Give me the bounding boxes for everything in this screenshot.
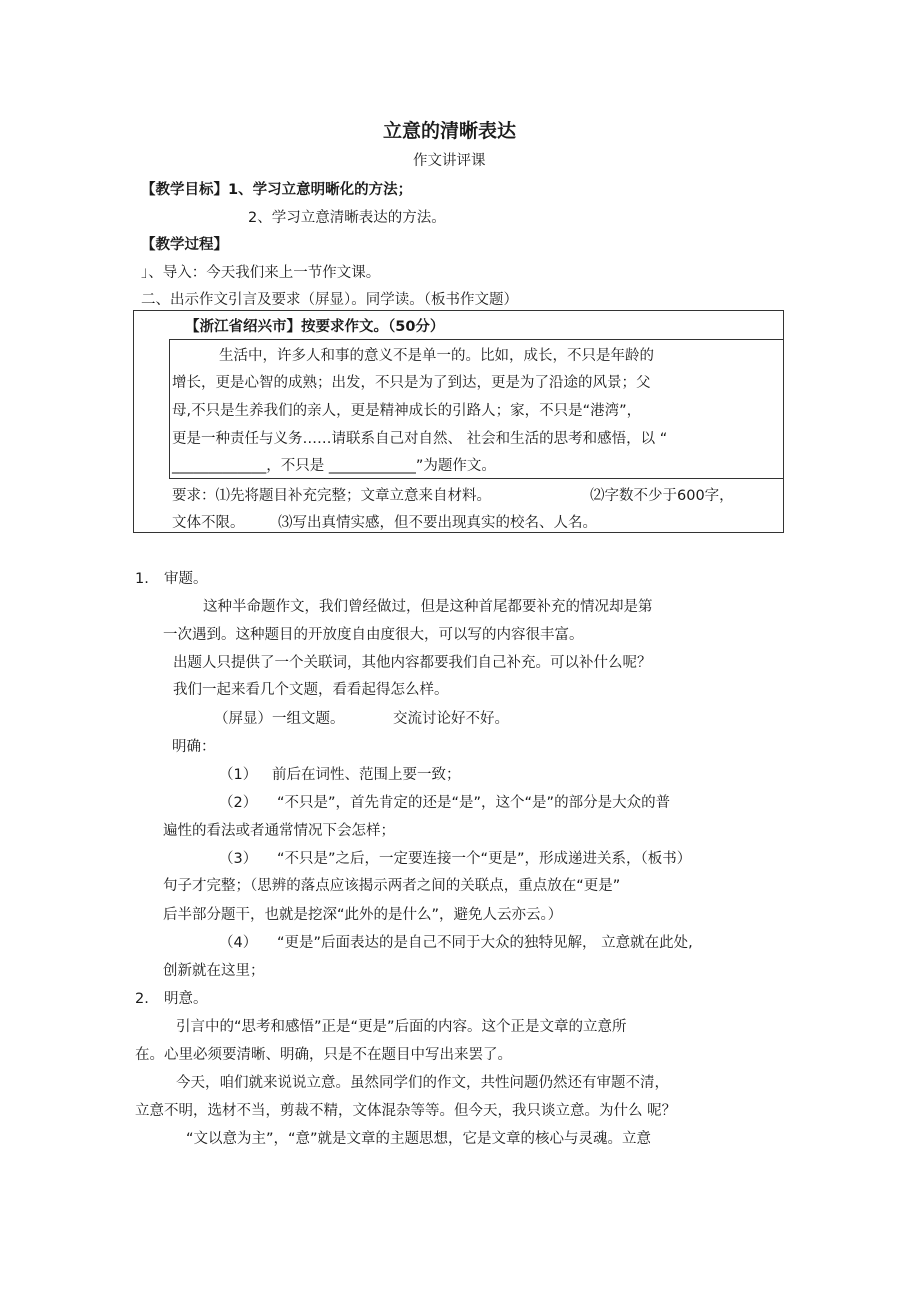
point-1-text: 前后在词性、范围上要一致； <box>272 767 461 783</box>
section-2-para-3: 今天，咱们就来说说立意。虽然同学们的作文，共性问题仍然还有审题不清， <box>176 1075 669 1091</box>
section-1-para-2: 一次遇到。这种题目的开放度自由度很大，可以写的内容很丰富。 <box>163 627 584 643</box>
point-2-text: “不只是”，首先肯定的还是“是”，这个“是”的部分是大众的普 <box>277 795 671 811</box>
requirement-1: 要求：⑴先将题目补充完整；文章立意来自材料。 <box>172 488 491 504</box>
requirement-2: ⑵字数不少于600字， <box>590 488 734 504</box>
prompt-line-4: 更是一种责任与义务……请联系自己对自然、 社会和生活的思考和感悟，以 “ <box>172 431 668 447</box>
clarify-label: 明确： <box>172 739 216 755</box>
prompt-line-3: 母,不只是生养我们的亲人，更是精神成长的引路人；家，不只是“港湾”， <box>172 403 642 419</box>
goals-label: 【教学目标】 <box>141 182 228 198</box>
point-1-number: （1） <box>219 767 258 783</box>
point-2-continued: 遍性的看法或者通常情况下会怎样； <box>163 823 395 839</box>
prompt-line-1: 生活中，许多人和事的意义不是单一的。比如，成长，不只是年龄的 <box>219 348 654 364</box>
point-3-continued-1: 句子才完整；（思辨的落点应该揭示两者之间的关联点，重点放在“更是” <box>163 878 621 894</box>
point-3-number: （3） <box>219 851 258 867</box>
point-4-continued: 创新就在这里； <box>163 963 265 979</box>
point-3-text: “不只是”之后，一定要连接一个“更是”，形成递进关系，（板书） <box>277 851 692 867</box>
section-2-para-5: “文以意为主”，“意”就是文章的主题思想，它是文章的核心与灵魂。立意 <box>186 1131 652 1147</box>
section-2-para-2: 在。心里必须要清晰、明确，只是不在题目中写出来罢了。 <box>135 1047 512 1063</box>
process-step-2: 二、出示作文引言及要求（屏显）。同学读。（板书作文题） <box>141 292 518 308</box>
page-title: 立意的清晰表达 <box>383 120 517 142</box>
point-4-text: “更是”后面表达的是自己不同于大众的独特见解， 立意就在此处, <box>277 935 693 951</box>
goal-item-1: 1、学习立意明晰化的方法； <box>228 182 413 198</box>
prompt-source: 【浙江省绍兴市】按要求作文。（50分） <box>185 319 445 335</box>
requirement-3: 文体不限。 <box>172 515 245 531</box>
goal-item-2: 2、学习立意清晰表达的方法。 <box>248 210 446 226</box>
prompt-line-2: 增长，更是心智的成熟；出发，不只是为了到达，更是为了沿途的风景；父 <box>172 375 651 391</box>
section-1-number: 1. <box>135 571 149 587</box>
section-2-para-1: 引言中的“思考和感悟”正是“更是”后面的内容。这个正是文章的立意所 <box>176 1019 627 1035</box>
requirement-4: ⑶写出真情实感，但不要出现真实的校名、人名。 <box>278 515 597 531</box>
section-2-heading: 明意。 <box>164 991 208 1007</box>
section-2-number: 2. <box>135 991 149 1007</box>
process-step-1: 」、导入：今天我们来上一节作文课。 <box>141 265 381 281</box>
section-1-para-5a: （屏显）一组文题。 <box>214 711 345 727</box>
section-1-heading: 审题。 <box>164 571 208 587</box>
section-1-para-1: 这种半命题作文，我们曾经做过，但是这种首尾都要补充的情况却是第 <box>203 599 653 615</box>
point-3-continued-2: 后半部分题干，也就是挖深“此外的是什么”，避免人云亦云。） <box>163 907 563 923</box>
prompt-line-5: _____________，不只是 ____________”为题作文。 <box>172 458 496 474</box>
point-2-number: （2） <box>219 795 258 811</box>
section-1-para-3: 出题人只提供了一个关联词，其他内容都要我们自己补充。可以补什么呢？ <box>173 655 652 671</box>
point-4-number: （4） <box>219 935 258 951</box>
page-subtitle: 作文讲评课 <box>413 153 486 169</box>
section-2-para-4: 立意不明，选材不当，剪裁不精，文体混杂等等。但今天，我只谈立意。为什么 呢？ <box>135 1103 677 1119</box>
section-1-para-5b: 交流讨论好不好。 <box>393 711 509 727</box>
process-label: 【教学过程】 <box>141 237 228 253</box>
goals-line-1 <box>141 181 412 199</box>
section-1-para-4: 我们一起来看几个文题，看看起得怎么样。 <box>173 682 449 698</box>
